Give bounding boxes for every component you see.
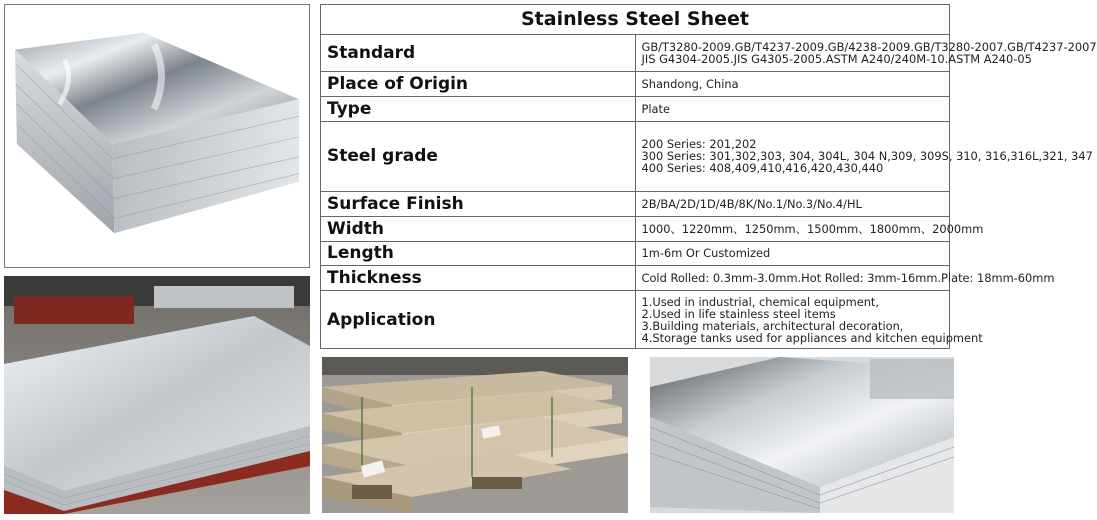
spec-label: Surface Finish (321, 191, 636, 216)
spec-line: Plate (641, 101, 670, 116)
spec-value (635, 191, 950, 216)
spec-line: 4.Storage tanks used for appliances and kitchen equipment (641, 330, 983, 345)
spec-line: 300 Series: 301,302,303, 304, 304L, 304 N,309, 309S, 310, 316,316L,321, 347 (641, 149, 1093, 164)
spec-row-steel-grade (321, 121, 950, 191)
spec-row-width (321, 216, 950, 241)
spec-label: Length (321, 241, 636, 266)
polished-steel-sheet-stack-photo (650, 357, 954, 513)
spec-label: Place of Origin (321, 72, 636, 97)
spec-line: 1000、1220mm、1250mm、1500mm、1800mm、2000mm (641, 221, 984, 236)
table-title: Stainless Steel Sheet (321, 5, 950, 35)
spec-row-thickness (321, 266, 950, 291)
spec-line: 1m-6m Or Customized (641, 246, 771, 261)
packed-steel-sheets-warehouse-photo (322, 357, 628, 513)
spec-line: GB/T3280-2009.GB/T4237-2009.GB/4238-2009.GB/T3280-2007.GB/T4237-2007 (641, 40, 1097, 55)
spec-line: Cold Rolled: 0.3mm-3.0mm.Hot Rolled: 3mm-16mm.Plate: 18mm-60mm (641, 271, 1055, 286)
spec-value (635, 72, 950, 97)
spec-line: 200 Series: 201,202 (641, 137, 757, 152)
spec-table (320, 4, 1097, 349)
spec-row-application (321, 291, 950, 349)
spec-label: Width (321, 216, 636, 241)
spec-row-place-of-origin (321, 72, 950, 97)
spec-value (635, 216, 984, 241)
spec-value (635, 34, 1097, 71)
spec-line: Shandong, China (641, 77, 739, 92)
spec-row-standard (321, 34, 950, 71)
spec-label: Steel grade (321, 121, 636, 191)
spec-label: Standard (321, 34, 636, 71)
spec-value (635, 96, 950, 121)
spec-row-type (321, 96, 950, 121)
spec-row-surface-finish (321, 191, 950, 216)
spec-line: 3.Building materials, architectural decoration, (641, 318, 904, 333)
spec-line: 1.Used in industrial, chemical equipment, (641, 294, 880, 309)
spec-value (635, 266, 1055, 291)
steel-sheets-on-pallet-photo (4, 276, 310, 514)
spec-value (635, 121, 1093, 191)
spec-label: Thickness (321, 266, 636, 291)
spec-label: Application (321, 291, 636, 349)
spec-label: Type (321, 96, 636, 121)
spec-value (635, 291, 983, 349)
spec-line: 400 Series: 408,409,410,416,420,430,440 (641, 161, 884, 176)
spec-line: JIS G4304-2005.JIS G4305-2005.ASTM A240/240M-10.ASTM A240-05 (641, 52, 1032, 67)
spec-row-length (321, 241, 950, 266)
spec-line: 2B/BA/2D/1D/4B/8K/No.1/No.3/No.4/HL (641, 196, 862, 211)
spec-line: 2.Used in life stainless steel items (641, 306, 836, 321)
steel-sheet-stack-photo (4, 4, 310, 268)
spec-value (635, 241, 950, 266)
